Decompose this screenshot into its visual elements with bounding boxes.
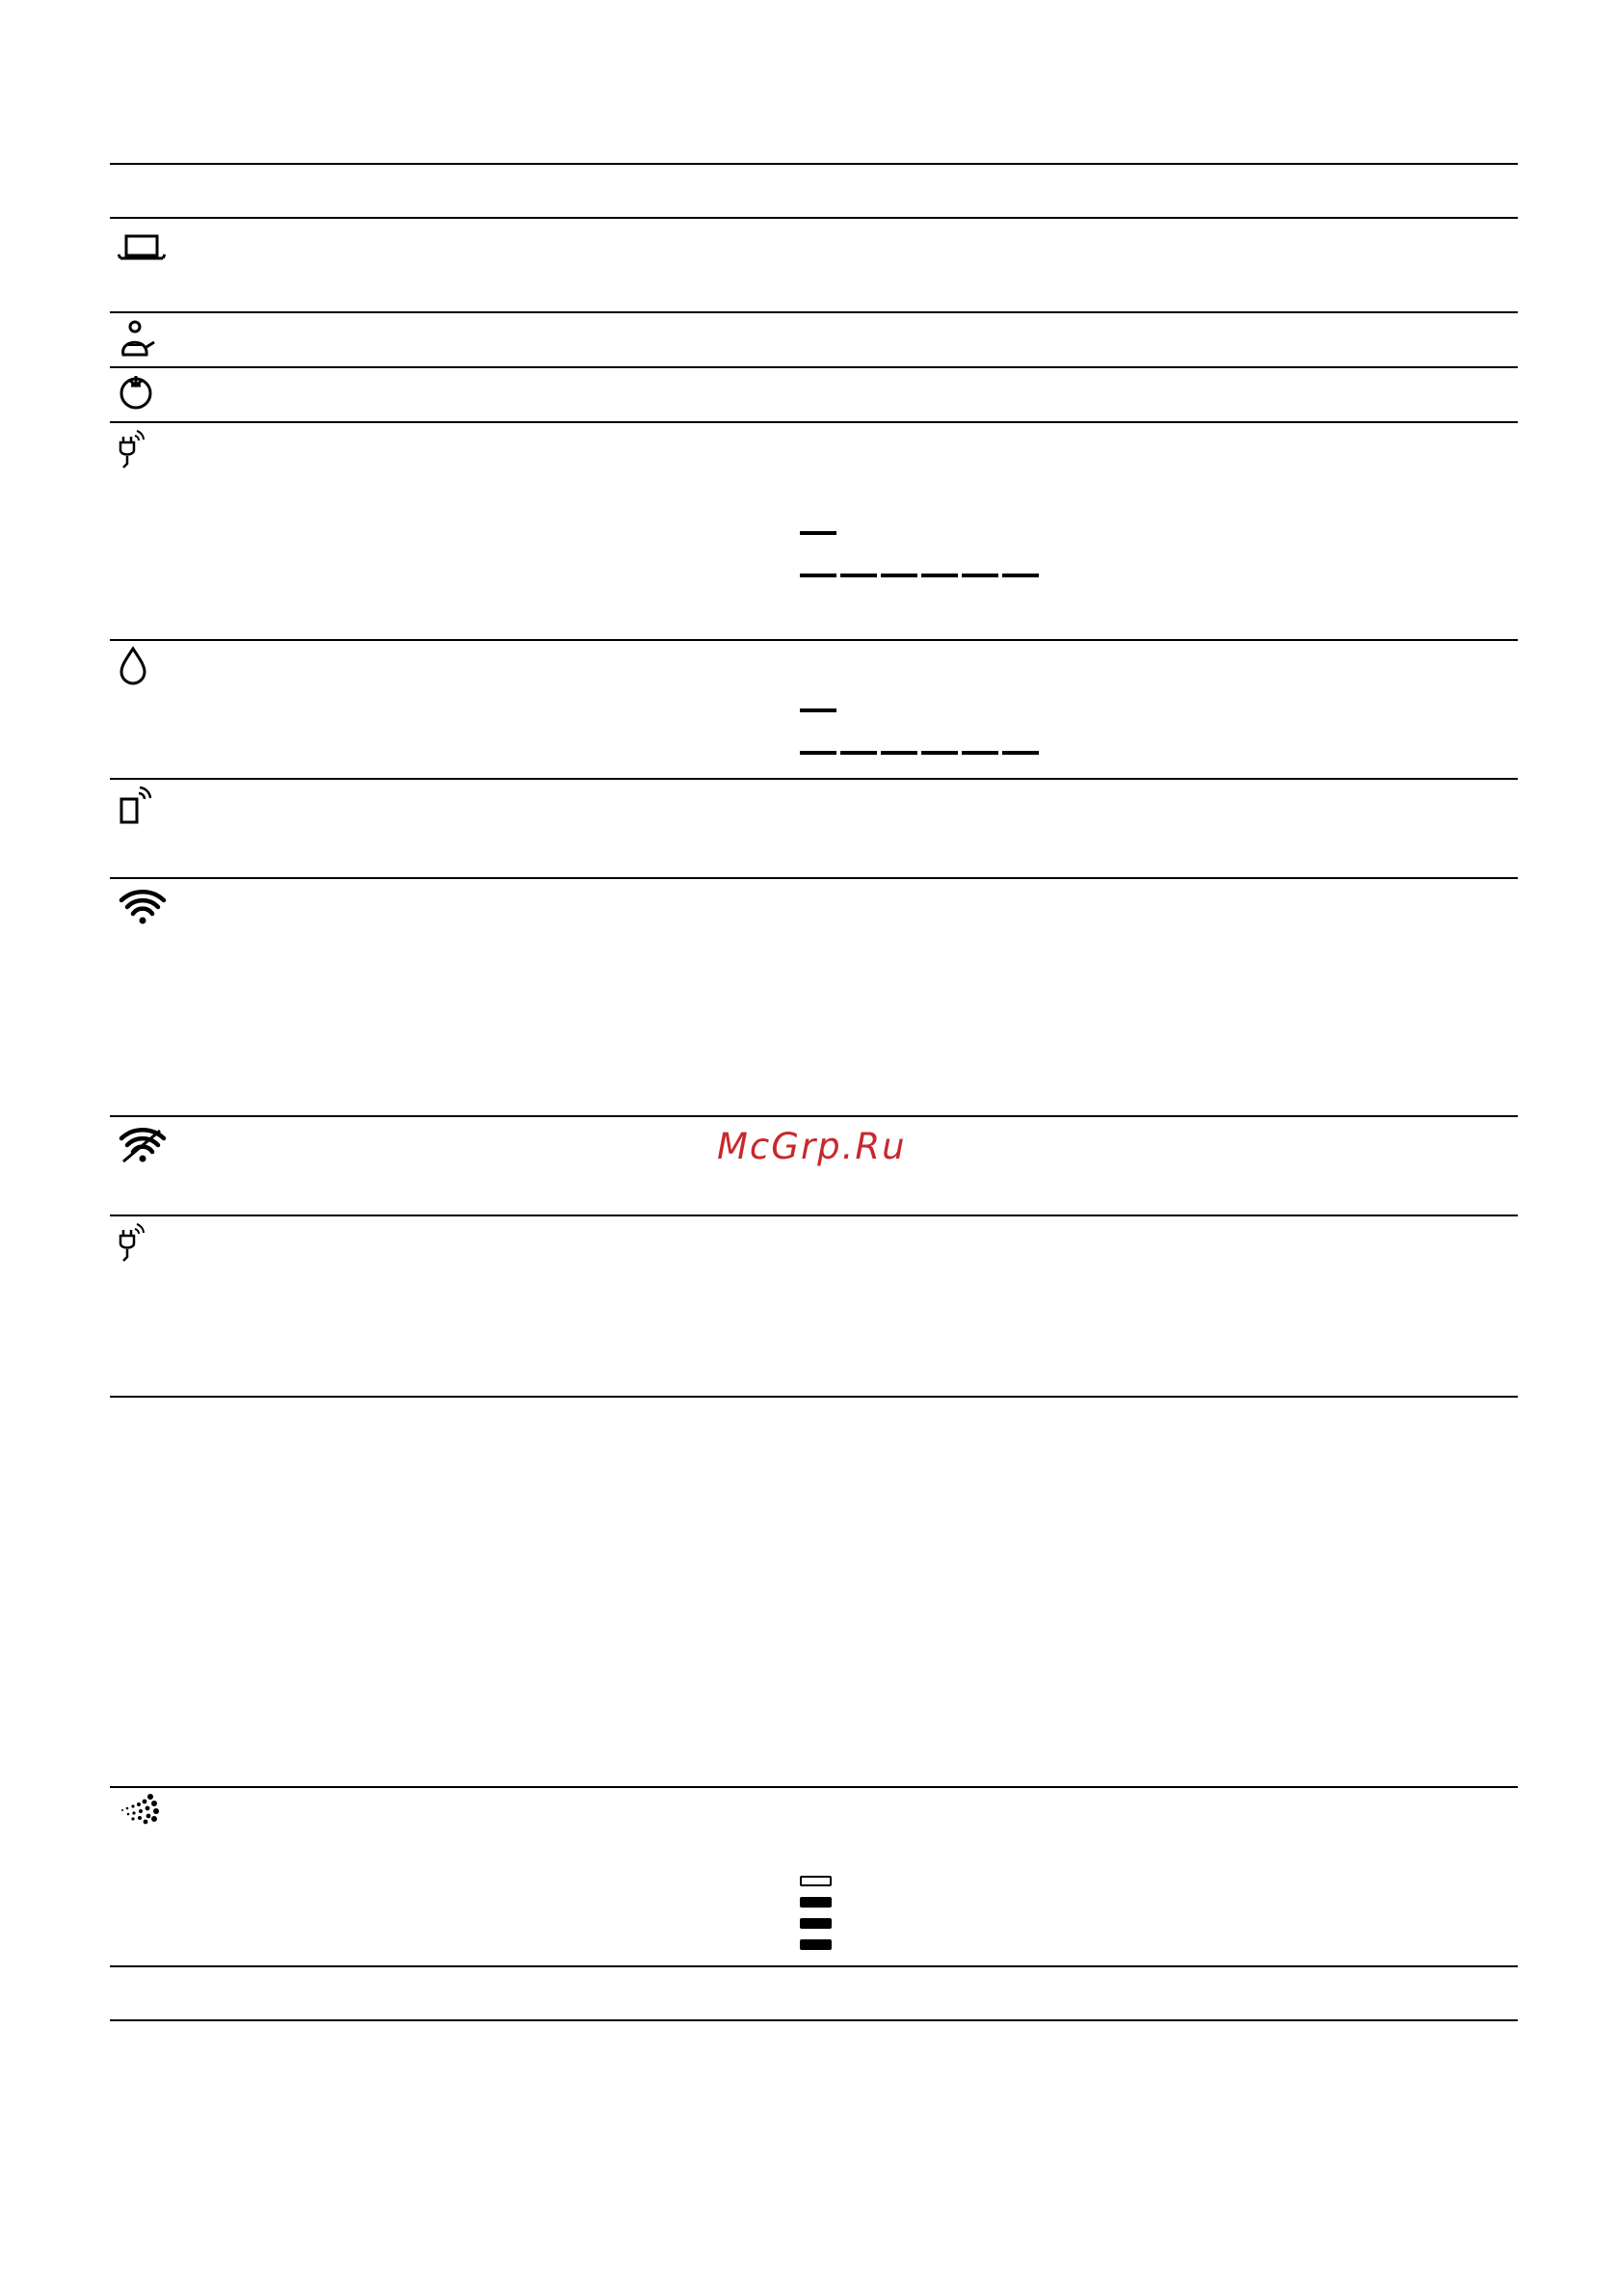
level-bar [800,1939,832,1950]
table-bottom-rule-2 [110,2019,1518,2021]
laptop-tray-icon [116,229,170,278]
row-divider [110,311,1518,313]
table-top-rule-2 [110,1786,1518,1788]
table-bottom-rule [110,1396,1518,1398]
dash-indicator-segment [921,751,958,755]
steam-dots-icon [116,1793,170,1841]
dash-indicator-segment [800,574,836,577]
tomato-icon [116,372,170,420]
plug-remote-icon [116,1220,170,1268]
kettle-icon [116,318,170,366]
plug-remote-icon [116,427,170,475]
row-divider [110,877,1518,879]
dash-indicator-segment [1002,751,1039,755]
header-rule [110,217,1518,219]
dash-indicator-segment [800,751,836,755]
dash-indicator-single [800,708,836,712]
table-top-rule [110,163,1518,165]
row-divider [110,1215,1518,1216]
water-drop-icon [116,645,170,693]
row-divider [110,639,1518,641]
level-bar [800,1876,832,1886]
dash-indicator-segment [881,574,917,577]
dash-indicator-single [800,531,836,535]
dash-indicator-segment [840,751,877,755]
dash-indicator-segment [921,574,958,577]
remote-device-icon [116,786,170,834]
row-divider [110,778,1518,780]
wifi-icon [116,885,170,933]
level-bar [800,1918,832,1929]
watermark: McGrp.Ru [717,1126,907,1167]
level-bar [800,1897,832,1908]
dash-indicator-segment [962,574,998,577]
row-divider [110,1965,1518,1967]
row-divider [110,421,1518,423]
dash-indicator-segment [962,751,998,755]
dash-indicator-segment [1002,574,1039,577]
dash-indicator-segment [881,751,917,755]
row-divider [110,1115,1518,1117]
row-divider [110,366,1518,368]
wifi-off-icon [116,1123,170,1171]
dash-indicator-segment [840,574,877,577]
